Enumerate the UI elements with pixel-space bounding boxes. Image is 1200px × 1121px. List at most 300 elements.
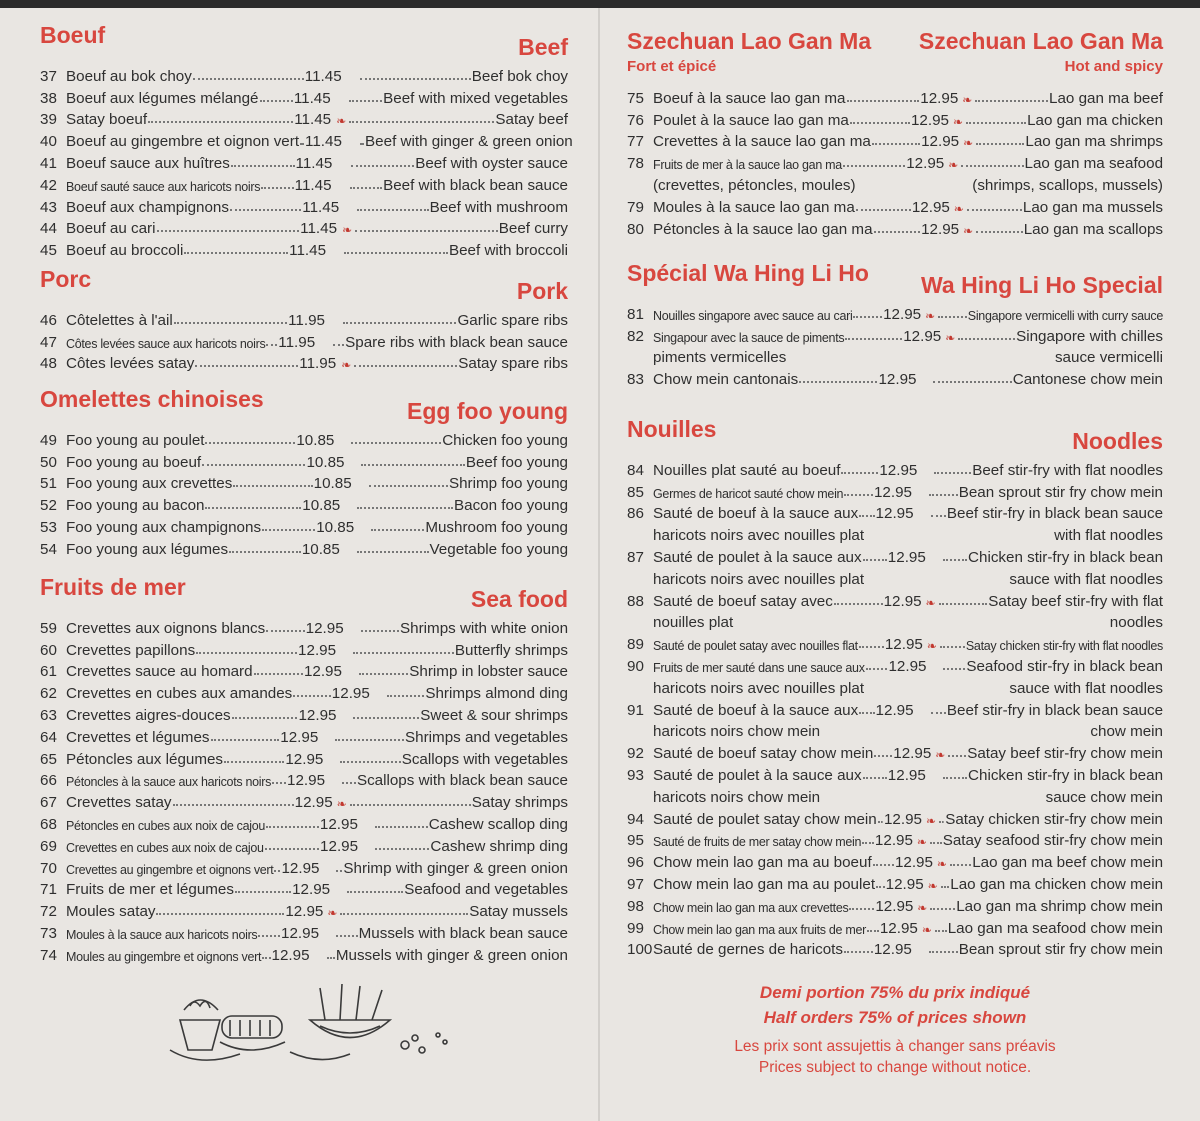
dot-leader [939,603,988,605]
item-number: 86 [627,505,644,523]
dot-leader [340,913,468,915]
dot-leader [300,143,304,145]
item-price: 11.45 [294,111,332,129]
dot-leader [349,121,494,123]
item-price: 11.45 [305,133,342,151]
section-title-fr: Nouilles [627,416,717,442]
menu-item [40,514,568,536]
dot-leader [254,673,303,675]
section-title-fr: Omelettes chinoises [40,386,264,412]
item-list [627,301,1163,388]
item-price: 12.95 [285,903,324,921]
dot-leader [976,231,1023,233]
item-number: 88 [627,592,644,610]
dot-leader [333,344,344,346]
menu-item [40,942,568,964]
item-number: 44 [40,220,57,238]
item-number: 73 [40,924,57,942]
dot-leader [853,316,882,318]
dot-leader [327,957,335,959]
item-price: 11.45 [293,89,331,107]
item-name-en: Lao gan ma chicken [1027,111,1164,129]
item-number: 70 [40,859,57,877]
item-number: 67 [40,794,57,812]
item-number: 83 [627,371,644,389]
item-number: 100 [627,941,653,959]
item-price: 12.95 [887,766,926,784]
item-name-fr: Sauté de fruits de mer satay chow mein [653,835,862,850]
item-price: 10.85 [302,497,341,515]
item-name-en: Sweet & sour shrimps [420,706,569,724]
menu-item [627,194,1163,216]
item-name-fr: Foo young aux champignons [66,518,262,536]
item-name-en: Cantonese chow mein [1012,371,1164,389]
section-title-en-block [921,260,1163,299]
item-price: 12.95 [893,745,932,763]
item-name-en: Scallops with vegetables [401,750,569,768]
dot-leader [934,472,971,474]
item-number: 38 [40,89,57,107]
menu-item-continued [627,610,1163,632]
menu-item [627,937,1163,959]
dot-leader [173,804,294,806]
dot-leader [967,209,1022,211]
chili-pepper-icon: ❧ [342,223,353,238]
item-price: 12.95 [305,619,344,637]
dot-leader [357,507,453,509]
item-name-fr: Sauté de boeuf à la sauce aux [653,505,859,523]
item-name-en: Singapore vermicelli with curry sauce [967,308,1164,323]
item-name-fr: Fruits de mer et légumes [66,881,234,899]
menu-item [40,898,568,920]
item-name-fr: Boeuf à la sauce lao gan ma [653,89,846,107]
section-title-fr-block [40,386,264,413]
section-title-en: Wa Hing Li Ho Special [921,272,1163,298]
item-price: 12.95 [888,657,927,675]
dot-leader [184,252,288,254]
item-name-fr: Chow mein lao gan ma au boeuf [653,854,872,872]
section-title-fr: Spécial Wa Hing Li Ho [627,260,869,286]
item-name-en: Lao gan ma mussels [1022,198,1164,216]
item-name-fr: Sauté de boeuf satay chow mein [653,745,874,763]
item-number: 78 [627,155,644,173]
dot-leader [966,122,1026,124]
section-title-en-block [471,574,568,613]
item-number: 43 [40,198,57,216]
item-name-en: Lao gan ma seafood [1024,155,1164,173]
chili-pepper-icon: ❧ [926,639,937,654]
menu-section [40,22,573,260]
dot-leader [235,891,291,893]
menu-item [40,351,568,373]
menu-item-continued [627,345,1163,367]
item-name-en: Butterfly shrimps [454,641,569,659]
dot-leader [195,365,298,367]
item-number: 72 [40,903,57,921]
item-name-en: Mussels with black bean sauce [358,924,568,942]
item-number: 93 [627,766,644,784]
item-price: 12.95 [906,155,945,173]
menu-item-continued [627,522,1163,544]
item-name-fr: Côtes levées satay [66,355,195,373]
section-header [627,260,1163,299]
item-name-en: Shrimps with white onion [400,619,569,637]
dot-leader [948,755,966,757]
dot-leader [261,187,293,189]
section-title-fr-block [40,22,105,49]
item-price: 11.45 [295,154,333,172]
item-name-fr: Côtes levées sauce aux haricots noirs [66,336,266,351]
section-header [627,416,1163,455]
item-number: 61 [40,663,57,681]
item-number: 63 [40,706,57,724]
item-price: 12.95 [883,810,922,828]
section-title-en: Egg foo young [407,398,568,424]
item-name-fr-continued: haricots noirs avec nouilles plat [653,527,865,545]
item-price: 11.95 [278,333,316,351]
menu-item [627,740,1163,762]
dot-leader [863,777,887,779]
item-price: 12.95 [878,371,917,389]
menu-item [627,479,1163,501]
item-price: 12.95 [903,327,942,345]
menu-item [40,637,568,659]
item-name-en: Beef with ginger & green onion [365,133,573,151]
dot-leader [260,100,293,102]
menu-item [40,920,568,942]
section-title-fr-block [40,574,186,601]
item-price: 12.95 [879,461,918,479]
dot-leader [878,821,883,823]
dot-leader [931,712,946,714]
dot-leader [355,230,498,232]
item-number: 41 [40,154,57,172]
item-name-fr: Foo young au poulet [66,431,205,449]
item-price: 11.45 [294,176,332,194]
item-name-fr: Crevettes sauce au homard [66,663,253,681]
item-name-en: Chicken stir-fry in black bean [968,766,1164,784]
item-price: 12.95 [885,875,924,893]
section-title-fr: Porc [40,266,92,292]
item-name-fr: Sauté de poulet à la sauce aux [653,548,862,566]
item-name-fr: Boeuf sauce aux huîtres [66,154,230,172]
menu-item [40,768,568,790]
item-name-en: Satay chicken stir-fry with flat noodles [965,639,1163,654]
dot-leader [866,668,888,670]
dot-leader [347,891,403,893]
item-name-fr: Sauté de poulet à la sauce aux [653,766,862,784]
item-name-en: Spare ribs with black bean sauce [345,333,568,351]
dot-leader [230,209,301,211]
dot-leader [950,864,971,866]
dot-leader [841,472,878,474]
dot-leader [931,515,946,517]
item-number: 62 [40,685,57,703]
item-name-fr-continued: haricots noirs avec nouilles plat [653,570,865,588]
section-title-en: Szechuan Lao Gan Ma [918,28,1163,54]
section-title-en-block [407,386,568,425]
dot-leader [174,322,287,324]
item-name-fr: Crevettes en cubes aux noix de cajou [66,840,264,855]
item-number: 79 [627,198,644,216]
chili-pepper-icon: ❧ [927,878,938,893]
dot-leader [843,165,905,167]
item-name-en: Beef with black bean sauce [383,176,568,194]
item-number: 53 [40,518,57,536]
dot-leader [943,668,965,670]
item-number: 49 [40,431,57,449]
item-name-en: Seafood stir-fry in black bean [966,657,1164,675]
dot-leader [958,338,1015,340]
section-title-fr: Boeuf [40,22,106,48]
item-price: 11.45 [302,198,340,216]
item-name-en: Mussels with ginger & green onion [335,946,569,964]
item-name-fr: Sauté de poulet satay chow mein [653,810,877,828]
item-name-fr: Germes de haricot sauté chow mein [653,486,844,501]
item-number: 98 [627,897,644,915]
item-number: 60 [40,641,57,659]
menu-item [40,746,568,768]
menu-section [40,574,568,964]
item-name-fr: Sauté de boeuf satay avec [653,592,833,610]
section-subtitle-en: Hot and spicy [1064,58,1163,75]
item-price: 12.95 [894,854,933,872]
menu-item [40,833,568,855]
item-name-en: Scallops with black bean sauce [356,772,568,790]
item-price: 12.95 [884,636,923,654]
dot-leader [193,78,304,80]
item-list [40,615,568,964]
item-number: 48 [40,355,57,373]
dot-leader [941,886,950,888]
dot-leader [229,551,301,553]
item-name-fr: Crevettes en cubes aux amandes [66,685,293,703]
item-price: 12.95 [281,924,320,942]
item-number: 47 [40,333,57,351]
dot-leader [266,630,304,632]
menu-item [627,871,1163,893]
item-number: 52 [40,497,57,515]
half-portion-fr: Demi portion 75% du prix indiqué [759,983,1031,1002]
menu-item [627,216,1163,238]
item-name-fr: Foo young aux légumes [66,540,229,558]
dot-leader [351,442,441,444]
item-number: 50 [40,453,57,471]
item-list [40,427,568,558]
dot-leader [350,804,471,806]
menu-item [627,762,1163,784]
section-title-en-block [1072,416,1163,455]
item-name-en: Beef stir-fry in black bean sauce [946,701,1164,719]
item-name-en: Mushroom foo young [425,518,569,536]
dot-leader [293,695,331,697]
item-price: 12.95 [879,919,918,937]
item-name-en: Garlic spare ribs [457,311,568,329]
section-title-en-block [919,28,1163,75]
dot-leader [258,935,280,937]
dot-leader [873,864,894,866]
item-name-en: Chicken stir-fry in black bean [968,548,1164,566]
item-name-fr: Foo young au bacon [66,497,205,515]
chili-pepper-icon: ❧ [327,906,338,921]
chili-pepper-icon: ❧ [336,114,347,129]
item-price: 10.85 [296,431,335,449]
item-name-fr: Nouilles singapore avec sauce au cari [653,308,853,323]
item-price: 12.95 [883,592,922,610]
item-number: 81 [627,305,644,323]
chili-pepper-icon: ❧ [952,114,964,129]
menu-item [627,150,1163,172]
item-list [627,457,1163,958]
item-number: 82 [627,327,644,345]
item-price: 12.95 [319,815,358,833]
dot-leader [353,652,454,654]
item-name-fr: Boeuf au gingembre et oignon vert [66,133,300,151]
dot-leader [231,165,295,167]
item-price: 12.95 [887,548,926,566]
item-name-en: Shrimp foo young [448,475,568,493]
dot-leader [859,515,874,517]
section-title-fr-block [40,266,91,293]
item-number: 37 [40,67,57,85]
menu-item [40,194,568,216]
dot-leader [872,143,920,145]
chili-pepper-icon: ❧ [925,813,937,828]
menu-item-continued [627,172,1163,194]
item-name-fr: Sauté de gernes de haricots [653,941,843,959]
menu-item [627,129,1163,151]
dot-leader [387,695,425,697]
item-name-en: Singapore with chilles [1016,327,1164,345]
dot-leader [342,782,356,784]
dot-leader [859,646,884,648]
dot-leader [336,870,342,872]
item-name-fr: Moules satay [66,903,156,921]
item-name-en: Bean sprout stir fry chow mein [958,483,1164,501]
item-name-fr: Moules à la sauce aux haricots noirs [66,927,258,942]
dot-leader [354,365,457,367]
section-subtitle-fr: Fort et épicé [627,58,717,75]
menu-item [627,107,1163,129]
menu-section [627,416,1163,958]
item-number: 51 [40,475,57,493]
dot-leader [262,529,315,531]
dot-leader [375,826,428,828]
item-name-fr: Boeuf au bok choy [66,67,192,85]
menu-item [40,237,568,259]
dot-leader [196,652,297,654]
menu-item [40,63,568,85]
dot-leader [148,121,293,123]
item-name-en-continued: sauce with flat noodles [1009,679,1163,697]
item-name-en: Beef foo young [465,453,569,471]
item-price: 12.95 [285,750,324,768]
dot-leader [202,464,305,466]
item-name-fr: Boeuf sauté sauce aux haricots noirs [66,179,261,194]
menu-item [40,107,568,129]
item-price: 11.95 [299,355,337,373]
chili-pepper-icon: ❧ [945,330,956,345]
dot-leader [935,930,947,932]
section-title-fr: Fruits de mer [40,574,186,600]
dot-leader [351,165,415,167]
dot-leader [844,494,873,496]
menu-section [627,260,1163,388]
chili-pepper-icon: ❧ [917,900,928,915]
item-number: 96 [627,854,644,872]
dot-leader [361,630,399,632]
dot-leader [929,494,958,496]
item-name-en: Lao gan ma beef chow mein [972,854,1164,872]
item-name-en: Lao gan ma seafood chow mein [947,919,1163,937]
dot-leader [876,886,885,888]
menu-item-continued [627,675,1163,697]
dot-leader [360,143,364,145]
section-title-en-block [517,266,568,305]
menu-item [40,128,573,151]
item-name-fr: Chow mein lao gan ma aux crevettes [653,900,849,915]
item-name-fr: Singapour avec la sauce de piments [653,330,845,345]
dot-leader [336,935,358,937]
dot-leader [369,485,448,487]
item-price: 12.95 [883,305,922,323]
dot-leader [834,603,883,605]
dot-leader [930,842,942,844]
item-name-en: Satay chicken stir-fry chow mein [945,810,1163,828]
menu-item [40,471,568,493]
item-name-en: Satay beef [495,111,568,129]
item-name-en: Seafood and vegetables [404,881,569,899]
item-name-en-continued: chow mein [1090,723,1163,741]
item-name-fr: Moules au gingembre et oignons vert [66,949,262,964]
price-note-fr: Les prix sont assujettis à changer sans préavis [734,1038,1056,1055]
menu-section [40,386,568,558]
dot-leader [938,316,967,318]
item-price: 12.95 [873,483,912,501]
item-name-en: Satay beef stir-fry with flat [988,592,1164,610]
item-price: 12.95 [920,89,959,107]
item-number: 89 [627,636,644,654]
section-title-en: Sea food [470,586,568,612]
item-name-en: Satay seafood stir-fry chow mein [942,832,1163,850]
item-name-en-continued: sauce with flat noodles [1009,570,1163,588]
item-number: 90 [627,657,644,675]
item-name-fr: Foo young aux crevettes [66,475,233,493]
item-name-en: Cashew shrimp ding [430,837,569,855]
chili-pepper-icon: ❧ [935,748,946,763]
section-header [627,28,1163,75]
dot-leader [265,848,319,850]
chinese-food-dishes-illustration [160,980,460,1070]
item-name-en: Lao gan ma beef [1049,89,1164,107]
chili-pepper-icon: ❧ [936,857,947,872]
dot-leader [845,338,902,340]
item-price: 12.95 [280,728,319,746]
dot-leader [361,464,464,466]
dot-leader [340,761,400,763]
item-number: 97 [627,875,644,893]
chili-pepper-icon: ❧ [963,136,974,151]
item-name-fr: Pétoncles à la sauce aux haricots noirs [66,775,272,790]
dot-leader [933,381,1011,383]
dot-leader [874,231,921,233]
item-name-fr: Crevettes satay [66,794,172,812]
dot-leader [156,913,284,915]
menu-item [627,588,1163,610]
item-name-en: Bean sprout stir fry chow mein [958,941,1164,959]
item-number: 59 [40,619,57,637]
item-price: 12.95 [331,685,370,703]
